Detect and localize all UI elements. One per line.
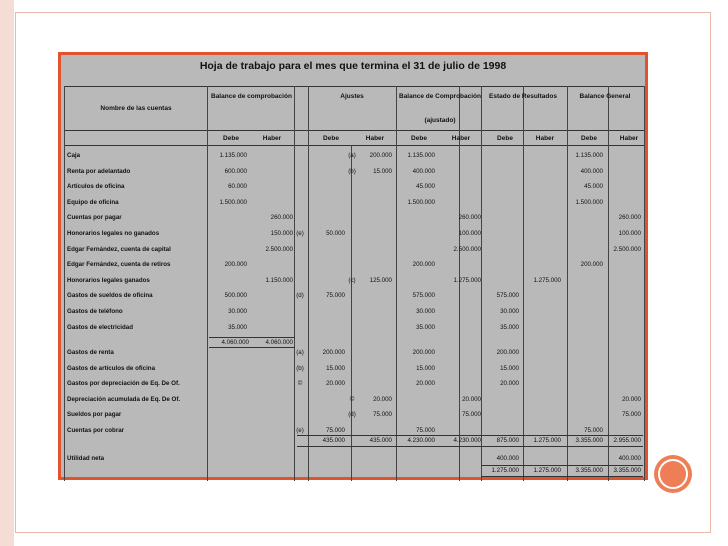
rows2-bg-h-cell: 75.000 <box>622 411 641 419</box>
rows-account-name: Gastos de teléfono <box>67 308 123 315</box>
final-total-er-h: 1.275.000 <box>533 467 561 474</box>
rows2-bca-d-cell: 15.000 <box>416 364 435 372</box>
rows-account-name: Edgar Fernández, cuenta de capital <box>67 245 171 253</box>
rows-account-name: Caja <box>67 152 81 159</box>
rows2-bg-d-cell: 75.000 <box>584 427 603 434</box>
rows-bg-d-cell: 45.000 <box>584 183 603 191</box>
rows2-account-name: Sueldos por pagar <box>67 411 122 419</box>
rows-aj-dref-cell: (d) <box>296 292 304 300</box>
rows-bca-d-cell: 30.000 <box>416 308 435 315</box>
rows-account-name: Artículos de oficina <box>67 183 125 191</box>
rows-bg-h-cell: 2.500.000 <box>613 245 641 253</box>
rows2-bca-d-cell: 75.000 <box>416 427 435 434</box>
rows2-aj-d-cell: 75.000 <box>326 427 345 434</box>
final-total-rule <box>481 465 643 466</box>
rows-bg-d-cell: 1.500.000 <box>575 198 603 206</box>
rows-bg-d-cell: 400.000 <box>580 167 603 175</box>
main-total-bca-d: 4.230.000 <box>407 437 435 444</box>
rows-bca-d-cell: 1.135.000 <box>407 152 435 159</box>
rows2-account-name: Cuentas por cobrar <box>67 427 125 434</box>
rows-bg-h-cell: 260.000 <box>618 214 641 222</box>
rows2-er-d-cell: 15.000 <box>500 364 519 372</box>
column-divider <box>481 86 482 481</box>
main-total-bg-h: 2.955.000 <box>613 437 641 444</box>
header-debe: Debe <box>581 135 597 142</box>
rows-er-h-cell: 1.275.000 <box>533 276 561 284</box>
rows2-er-d-cell: 200.000 <box>496 349 519 356</box>
final-total-bg-h: 3.355.000 <box>613 467 641 474</box>
rows-bca-d-cell: 575.000 <box>412 292 435 300</box>
header-estado-resultados: Estado de Resultados <box>489 93 557 100</box>
rows2-account-name: Depreciación acumulada de Eq. De Of. <box>67 395 181 403</box>
rows-bca-d-cell: 1.500.000 <box>407 198 435 206</box>
rows-bc-h-cell: 1.150.000 <box>265 276 293 284</box>
bc-total-haber: 4.060.000 <box>265 339 293 346</box>
header-balance-comprobacion: Balance de comprobación <box>211 93 292 100</box>
main-total-bg-d: 3.355.000 <box>575 437 603 444</box>
rows-bc-d-cell: 200.000 <box>224 261 247 269</box>
rows2-account-name: Gastos de renta <box>67 349 114 356</box>
rows-bc-h-cell: 260.000 <box>270 214 293 222</box>
rows-aj-h-cell: 200.000 <box>369 152 392 159</box>
column-divider <box>207 86 208 481</box>
worksheet-image <box>58 52 648 480</box>
rows2-er-d-cell: 20.000 <box>500 380 519 388</box>
rows-bca-h-cell: 100.000 <box>458 230 481 237</box>
main-total-rule <box>297 435 643 436</box>
rows2-aj-d-cell: 20.000 <box>326 380 345 388</box>
rows2-aj-href-cell: © <box>349 395 355 403</box>
column-divider <box>567 86 568 481</box>
rows2-aj-dref-cell: © <box>297 380 303 388</box>
header-balance-general: Balance General <box>579 93 631 100</box>
rows-bca-d-cell: 45.000 <box>416 183 435 191</box>
rows2-bca-d-cell: 200.000 <box>412 349 435 356</box>
rows-aj-href-cell: (c) <box>348 276 356 284</box>
column-divider <box>294 86 295 481</box>
rows2-aj-h-cell: 75.000 <box>373 411 392 419</box>
rows-er-d-cell: 35.000 <box>500 323 519 331</box>
header-haber: Haber <box>535 135 555 142</box>
rows-bc-h-cell: 150.000 <box>270 230 293 237</box>
rows-bca-h-cell: 2.500.000 <box>453 245 481 253</box>
rows-account-name: Gastos de electricidad <box>67 323 134 331</box>
bc-total-debe: 4.060.000 <box>221 339 249 346</box>
rows-bc-d-cell: 1.500.000 <box>219 198 247 206</box>
rows2-aj-d-cell: 200.000 <box>322 349 345 356</box>
rows-bg-d-cell: 200.000 <box>580 261 603 269</box>
utilidad-er-debe: 400.000 <box>496 455 519 462</box>
header-debe: Debe <box>323 135 339 142</box>
rows2-aj-dref-cell: (a) <box>296 349 304 356</box>
rows-aj-href-cell: (b) <box>348 167 356 175</box>
rows-er-d-cell: 30.000 <box>500 308 519 315</box>
rows-bc-d-cell: 35.000 <box>228 323 247 331</box>
main-total-double-rule <box>297 446 643 447</box>
rows-aj-d-cell: 75.000 <box>326 292 345 300</box>
column-divider <box>64 86 65 481</box>
rows-bc-d-cell: 500.000 <box>224 292 247 300</box>
header-top-rule <box>64 86 644 87</box>
rows-bg-h-cell: 100.000 <box>618 230 641 237</box>
rows-account-name: Cuentas por pagar <box>67 214 122 222</box>
utilidad-bg-haber: 400.000 <box>618 455 641 462</box>
rows2-aj-href-cell: (d) <box>348 411 356 419</box>
column-divider <box>351 145 352 481</box>
rows-account-name: Equipo de oficina <box>67 198 119 206</box>
rows2-aj-d-cell: 15.000 <box>326 364 345 372</box>
rows-bc-d-cell: 600.000 <box>224 167 247 175</box>
rows-account-name: Gastos de sueldos de oficina <box>67 292 153 300</box>
main-total-bca-h: 4.230.000 <box>453 437 481 444</box>
header-haber: Haber <box>365 135 385 142</box>
rows-er-d-cell: 575.000 <box>496 292 519 300</box>
main-total-aj-d: 435.000 <box>322 437 345 444</box>
rows-aj-href-cell: (a) <box>348 152 356 159</box>
column-divider <box>308 86 309 481</box>
rows2-account-name: Gastos por depreciación de Eq. De Of. <box>67 380 180 388</box>
rows-bca-h-cell: 1.275.000 <box>453 276 481 284</box>
main-total-aj-h: 435.000 <box>369 437 392 444</box>
worksheet-title: Hoja de trabajo para el mes que termina el 31 de julio de 1998 <box>199 60 507 72</box>
final-total-double-rule <box>481 476 643 477</box>
column-divider <box>608 86 609 481</box>
rows-aj-dref-cell: (e) <box>296 230 304 237</box>
decorative-circle <box>654 455 692 493</box>
rows-account-name: Edgar Fernández, cuenta de retiros <box>67 261 171 269</box>
rows2-aj-dref-cell: (b) <box>296 364 304 372</box>
header-bottom-rule <box>64 145 644 146</box>
rows2-bca-h-cell: 75.000 <box>462 411 481 419</box>
rows-bg-d-cell: 1.135.000 <box>575 152 603 159</box>
header-haber: Haber <box>619 135 639 142</box>
utilidad-neta-label: Utilidad neta <box>67 455 105 462</box>
column-divider <box>644 86 645 481</box>
rows-aj-d-cell: 50.000 <box>326 230 345 237</box>
rows-account-name: Honorarios legales ganados <box>67 276 150 284</box>
bc-total-double-rule <box>209 347 295 348</box>
header-debe: Debe <box>223 135 239 142</box>
header-debe: Debe <box>497 135 513 142</box>
header-haber: Haber <box>451 135 471 142</box>
rows-bca-d-cell: 200.000 <box>412 261 435 269</box>
rows-account-name: Renta por adelantado <box>67 167 131 175</box>
header-balance-ajustado: Balance de Comprobación <box>399 93 481 100</box>
rows2-bg-h-cell: 20.000 <box>622 395 641 403</box>
header-haber: Haber <box>262 135 282 142</box>
rows-aj-h-cell: 125.000 <box>369 276 392 284</box>
column-divider <box>396 86 397 481</box>
rows-bc-d-cell: 30.000 <box>228 308 247 315</box>
rows-account-name: Honorarios legales no ganados <box>67 230 160 237</box>
rows-bc-d-cell: 1.135.000 <box>219 152 247 159</box>
header-account-name: Nombre de las cuentas <box>100 105 172 112</box>
rows2-bca-h-cell: 20.000 <box>462 395 481 403</box>
rows-bca-d-cell: 400.000 <box>412 167 435 175</box>
header-ajustado: (ajustado) <box>424 117 456 124</box>
bc-total-rule <box>209 337 295 338</box>
main-total-er-d: 875.000 <box>496 437 519 444</box>
rows-bc-d-cell: 60.000 <box>228 183 247 191</box>
rows2-bca-d-cell: 20.000 <box>416 380 435 388</box>
rows-aj-h-cell: 15.000 <box>373 167 392 175</box>
rows2-aj-dref-cell: (e) <box>296 427 304 434</box>
main-total-er-h: 1.275.000 <box>533 437 561 444</box>
rows2-aj-h-cell: 20.000 <box>373 395 392 403</box>
decorative-stripe <box>0 0 14 546</box>
final-total-er-d: 1.275.000 <box>491 467 519 474</box>
rows2-account-name: Gastos de artículos de oficina <box>67 364 156 372</box>
rows-bc-h-cell: 2.500.000 <box>265 245 293 253</box>
header-debe: Debe <box>411 135 427 142</box>
final-total-bg-d: 3.355.000 <box>575 467 603 474</box>
rows-bca-d-cell: 35.000 <box>416 323 435 331</box>
header-ajustes: Ajustes <box>340 93 364 100</box>
rows-bca-h-cell: 260.000 <box>458 214 481 222</box>
header-mid-rule <box>64 130 644 131</box>
